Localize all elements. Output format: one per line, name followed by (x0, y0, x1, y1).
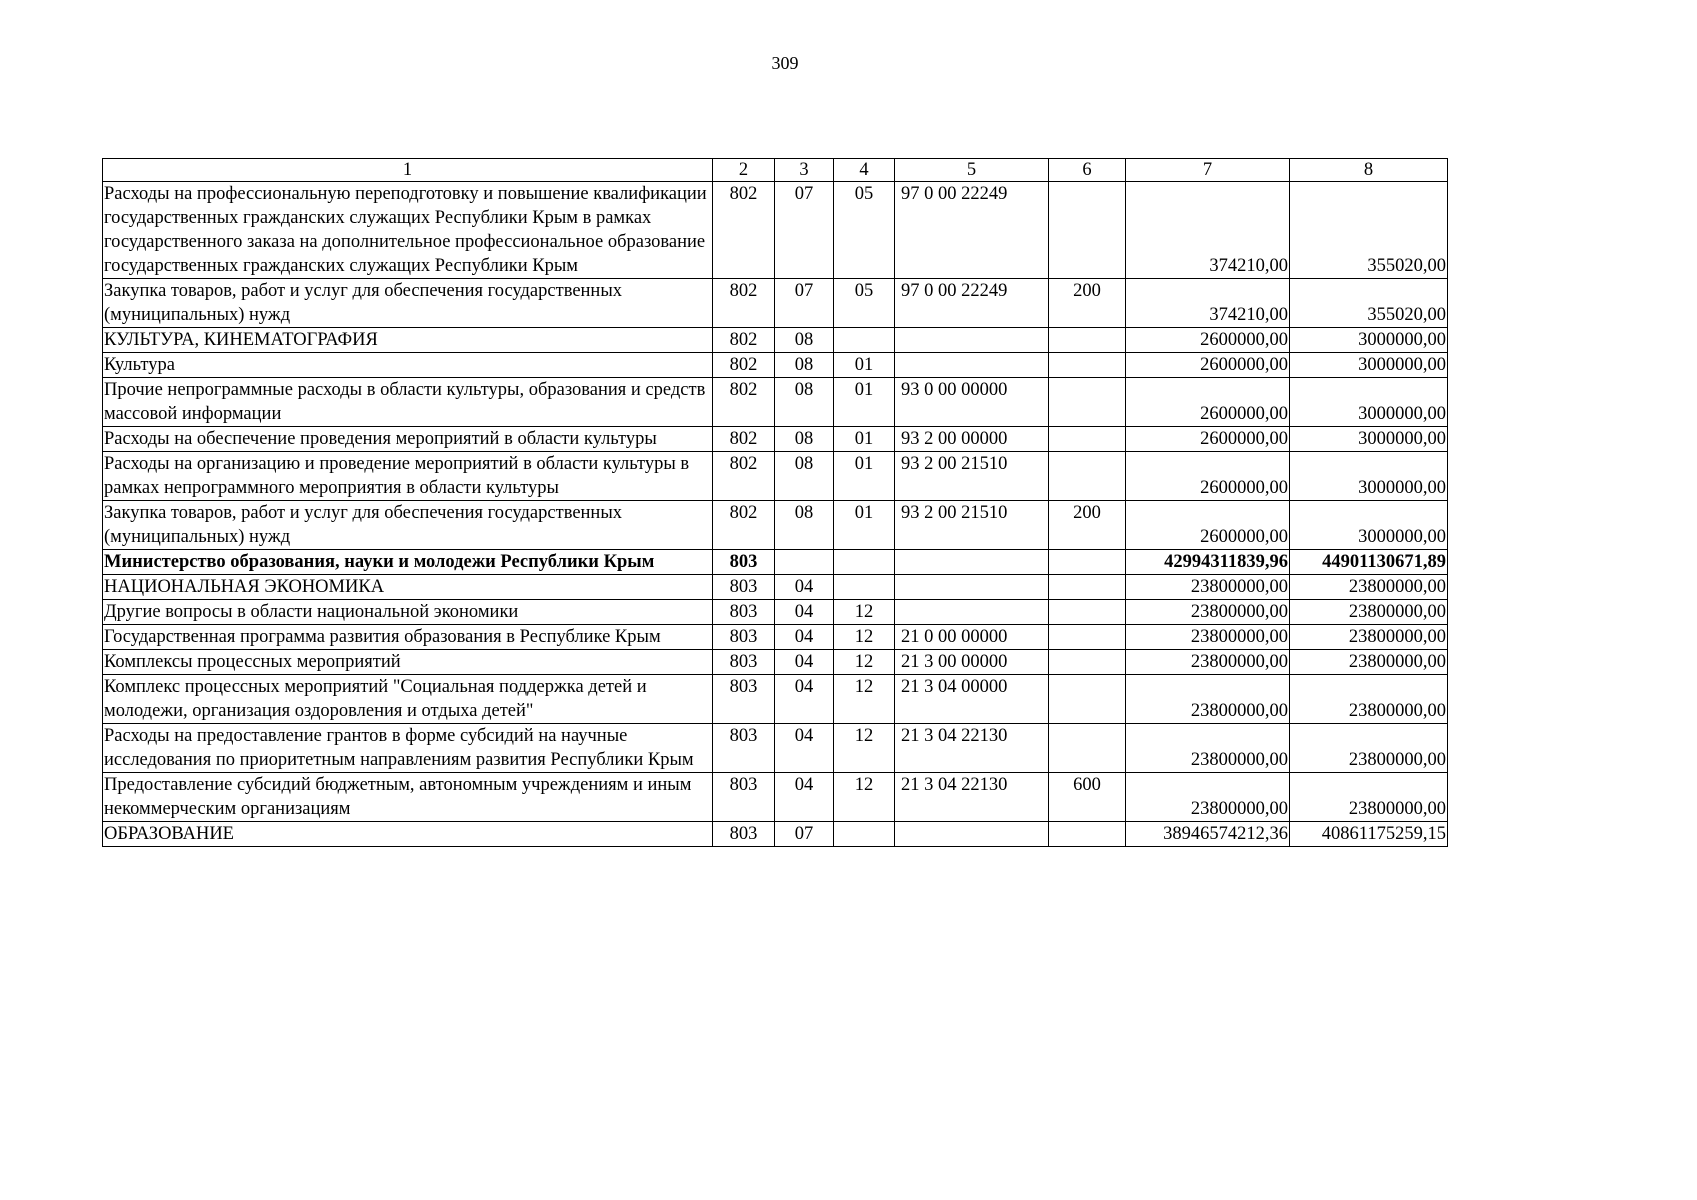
row-code6-cell (1049, 550, 1126, 575)
header-cell: 5 (895, 159, 1049, 182)
row-code3-cell: 04 (775, 675, 834, 724)
table-body (103, 159, 1448, 847)
row-code5-cell: 93 2 00 21510 (895, 501, 1049, 550)
table-row (103, 427, 1448, 452)
row-code3-cell: 04 (775, 650, 834, 675)
row-code3-cell: 07 (775, 279, 834, 328)
table-row (103, 675, 1448, 724)
row-amount7-cell: 23800000,00 (1126, 724, 1290, 773)
table-row (103, 328, 1448, 353)
budget-table (102, 158, 1448, 847)
row-name-cell: Комплексы процессных мероприятий (103, 650, 713, 675)
row-code2-cell: 803 (713, 822, 775, 847)
table-row (103, 378, 1448, 427)
row-code4-cell (834, 575, 895, 600)
row-name-cell: Министерство образования, науки и молодежи Республики Крым (103, 550, 713, 575)
table-row (103, 724, 1448, 773)
row-code6-cell: 200 (1049, 279, 1126, 328)
row-code2-cell: 803 (713, 625, 775, 650)
row-code2-cell: 803 (713, 575, 775, 600)
row-code3-cell: 04 (775, 575, 834, 600)
row-name-cell: Другие вопросы в области национальной экономики (103, 600, 713, 625)
table-row (103, 822, 1448, 847)
table-row (103, 353, 1448, 378)
row-code2-cell: 803 (713, 675, 775, 724)
row-code4-cell (834, 822, 895, 847)
row-code3-cell: 08 (775, 427, 834, 452)
row-code4-cell: 01 (834, 378, 895, 427)
header-cell: 1 (103, 159, 713, 182)
row-amount7-cell: 38946574212,36 (1126, 822, 1290, 847)
row-code3-cell: 08 (775, 328, 834, 353)
row-code4-cell: 05 (834, 279, 895, 328)
row-amount8-cell: 40861175259,15 (1290, 822, 1448, 847)
row-code2-cell: 802 (713, 328, 775, 353)
row-amount7-cell: 2600000,00 (1126, 328, 1290, 353)
row-amount7-cell: 2600000,00 (1126, 427, 1290, 452)
row-code2-cell: 802 (713, 353, 775, 378)
row-amount7-cell: 42994311839,96 (1126, 550, 1290, 575)
row-code2-cell: 802 (713, 378, 775, 427)
row-code2-cell: 803 (713, 773, 775, 822)
row-code6-cell (1049, 378, 1126, 427)
row-amount7-cell: 23800000,00 (1126, 575, 1290, 600)
row-code2-cell: 802 (713, 427, 775, 452)
row-code2-cell: 802 (713, 182, 775, 279)
row-code5-cell: 21 3 04 00000 (895, 675, 1049, 724)
row-code6-cell: 200 (1049, 501, 1126, 550)
row-code6-cell (1049, 675, 1126, 724)
table-row (103, 501, 1448, 550)
row-code4-cell: 01 (834, 427, 895, 452)
row-code5-cell (895, 575, 1049, 600)
header-cell: 4 (834, 159, 895, 182)
row-code4-cell (834, 328, 895, 353)
row-code3-cell: 07 (775, 822, 834, 847)
row-name-cell: НАЦИОНАЛЬНАЯ ЭКОНОМИКА (103, 575, 713, 600)
table-row (103, 452, 1448, 501)
row-code3-cell: 04 (775, 625, 834, 650)
row-code4-cell: 05 (834, 182, 895, 279)
row-code5-cell (895, 822, 1049, 847)
row-amount7-cell: 23800000,00 (1126, 625, 1290, 650)
row-code4-cell: 01 (834, 452, 895, 501)
table-row (103, 550, 1448, 575)
row-code6-cell (1049, 427, 1126, 452)
table-row (103, 279, 1448, 328)
row-amount8-cell: 23800000,00 (1290, 650, 1448, 675)
table-row (103, 575, 1448, 600)
row-amount8-cell: 23800000,00 (1290, 575, 1448, 600)
table-row (103, 773, 1448, 822)
row-code3-cell: 08 (775, 353, 834, 378)
row-code4-cell: 12 (834, 600, 895, 625)
row-amount7-cell: 374210,00 (1126, 182, 1290, 279)
row-name-cell: ОБРАЗОВАНИЕ (103, 822, 713, 847)
row-code4-cell: 12 (834, 625, 895, 650)
header-cell: 3 (775, 159, 834, 182)
row-code5-cell: 21 3 00 00000 (895, 650, 1049, 675)
row-code5-cell: 97 0 00 22249 (895, 279, 1049, 328)
row-code2-cell: 803 (713, 600, 775, 625)
row-amount8-cell: 355020,00 (1290, 182, 1448, 279)
row-amount8-cell: 3000000,00 (1290, 501, 1448, 550)
row-amount7-cell: 2600000,00 (1126, 353, 1290, 378)
row-name-cell: Комплекс процессных мероприятий "Социальная поддержка детей и молодежи, организация оздоровления и отдыха детей" (103, 675, 713, 724)
row-code3-cell: 08 (775, 452, 834, 501)
row-code5-cell (895, 600, 1049, 625)
row-code3-cell: 07 (775, 182, 834, 279)
row-code6-cell (1049, 328, 1126, 353)
row-code5-cell: 21 3 04 22130 (895, 773, 1049, 822)
row-code6-cell (1049, 353, 1126, 378)
row-name-cell: Государственная программа развития образования в Республике Крым (103, 625, 713, 650)
row-name-cell: Закупка товаров, работ и услуг для обеспечения государственных (муниципальных) нужд (103, 501, 713, 550)
row-amount8-cell: 3000000,00 (1290, 378, 1448, 427)
row-code6-cell (1049, 600, 1126, 625)
row-amount8-cell: 3000000,00 (1290, 452, 1448, 501)
header-cell: 2 (713, 159, 775, 182)
row-code6-cell (1049, 182, 1126, 279)
row-amount7-cell: 23800000,00 (1126, 675, 1290, 724)
row-code3-cell: 08 (775, 378, 834, 427)
row-code5-cell: 21 3 04 22130 (895, 724, 1049, 773)
row-name-cell: Прочие непрограммные расходы в области культуры, образования и средств массовой информации (103, 378, 713, 427)
row-amount7-cell: 2600000,00 (1126, 378, 1290, 427)
row-code5-cell: 93 0 00 00000 (895, 378, 1049, 427)
row-code4-cell: 12 (834, 675, 895, 724)
header-cell: 7 (1126, 159, 1290, 182)
row-code6-cell (1049, 724, 1126, 773)
row-code5-cell: 93 2 00 21510 (895, 452, 1049, 501)
row-amount7-cell: 23800000,00 (1126, 650, 1290, 675)
row-amount8-cell: 23800000,00 (1290, 625, 1448, 650)
row-code2-cell: 802 (713, 501, 775, 550)
row-name-cell: Расходы на организацию и проведение мероприятий в области культуры в рамках непрограммного мероприятия в области культуры (103, 452, 713, 501)
page-number: 309 (771, 53, 799, 73)
row-code6-cell (1049, 650, 1126, 675)
row-code4-cell (834, 550, 895, 575)
row-amount7-cell: 23800000,00 (1126, 773, 1290, 822)
row-code5-cell: 93 2 00 00000 (895, 427, 1049, 452)
row-amount7-cell: 23800000,00 (1126, 600, 1290, 625)
row-code2-cell: 802 (713, 279, 775, 328)
row-code6-cell: 600 (1049, 773, 1126, 822)
table-header-row (103, 159, 1448, 182)
row-amount8-cell: 355020,00 (1290, 279, 1448, 328)
row-code4-cell: 12 (834, 650, 895, 675)
row-code5-cell: 97 0 00 22249 (895, 182, 1049, 279)
row-name-cell: Расходы на предоставление грантов в форме субсидий на научные исследования по приоритетным направлениям развития Республики Крым (103, 724, 713, 773)
row-name-cell: КУЛЬТУРА, КИНЕМАТОГРАФИЯ (103, 328, 713, 353)
row-code6-cell (1049, 822, 1126, 847)
row-code2-cell: 803 (713, 724, 775, 773)
row-code2-cell: 803 (713, 650, 775, 675)
row-code5-cell: 21 0 00 00000 (895, 625, 1049, 650)
table-row (103, 625, 1448, 650)
row-amount8-cell: 3000000,00 (1290, 328, 1448, 353)
row-amount8-cell: 23800000,00 (1290, 724, 1448, 773)
row-code5-cell (895, 328, 1049, 353)
table-row (103, 182, 1448, 279)
row-amount8-cell: 44901130671,89 (1290, 550, 1448, 575)
row-code4-cell: 12 (834, 773, 895, 822)
row-code4-cell: 01 (834, 501, 895, 550)
row-code3-cell: 04 (775, 773, 834, 822)
header-cell: 6 (1049, 159, 1126, 182)
row-code3-cell: 04 (775, 600, 834, 625)
row-code2-cell: 803 (713, 550, 775, 575)
row-name-cell: Расходы на профессиональную переподготовку и повышение квалификации государственных гражданских служащих Республики Крым в рамках государственного заказа на дополнительное профессиональное образование государственных гражданских служащих Республики Крым (103, 182, 713, 279)
row-code2-cell: 802 (713, 452, 775, 501)
row-code4-cell: 12 (834, 724, 895, 773)
header-cell: 8 (1290, 159, 1448, 182)
row-name-cell: Закупка товаров, работ и услуг для обеспечения государственных (муниципальных) нужд (103, 279, 713, 328)
row-amount8-cell: 23800000,00 (1290, 773, 1448, 822)
row-code6-cell (1049, 452, 1126, 501)
row-code3-cell (775, 550, 834, 575)
row-code5-cell (895, 550, 1049, 575)
row-code5-cell (895, 353, 1049, 378)
row-amount8-cell: 3000000,00 (1290, 353, 1448, 378)
row-name-cell: Культура (103, 353, 713, 378)
table-row (103, 600, 1448, 625)
row-amount8-cell: 3000000,00 (1290, 427, 1448, 452)
row-name-cell: Предоставление субсидий бюджетным, автономным учреждениям и иным некоммерческим организациям (103, 773, 713, 822)
row-code3-cell: 04 (775, 724, 834, 773)
row-name-cell: Расходы на обеспечение проведения мероприятий в области культуры (103, 427, 713, 452)
row-amount8-cell: 23800000,00 (1290, 600, 1448, 625)
row-code3-cell: 08 (775, 501, 834, 550)
table-row (103, 650, 1448, 675)
row-code6-cell (1049, 625, 1126, 650)
row-amount7-cell: 2600000,00 (1126, 501, 1290, 550)
row-code6-cell (1049, 575, 1126, 600)
row-amount7-cell: 2600000,00 (1126, 452, 1290, 501)
row-code4-cell: 01 (834, 353, 895, 378)
row-amount8-cell: 23800000,00 (1290, 675, 1448, 724)
row-amount7-cell: 374210,00 (1126, 279, 1290, 328)
